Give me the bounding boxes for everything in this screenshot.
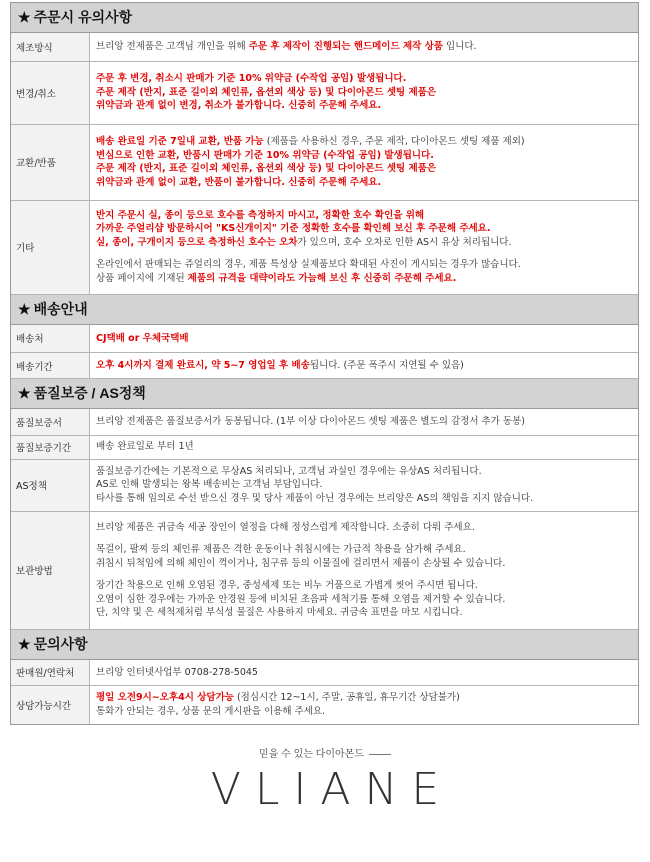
row-value: 배송 완료일로 부터 1년 [90, 435, 639, 459]
row-label: 품질보증기간 [11, 435, 90, 459]
table-row [11, 409, 638, 435]
row-label: 판매원/연락처 [11, 660, 90, 686]
row-label: 제조방식 [11, 33, 90, 61]
table-row [11, 435, 638, 459]
table-row [11, 660, 638, 686]
section-header-warranty [11, 379, 638, 409]
brand-footer [0, 745, 650, 814]
row-value: 오후 4시까지 결제 완료시, 약 5~7 영업일 후 배송됩니다. (주문 폭주시 지연될 수 있음) [90, 353, 639, 379]
row-label: 상담가능시간 [11, 686, 90, 724]
brand-logo: VLIANE [210, 764, 454, 815]
info-panel [10, 2, 639, 725]
row-value: 브리앙 전제품은 고객님 개인을 위해 주문 후 제작이 진행되는 핸드메이드 제작 상품 입니다. [90, 33, 639, 61]
shipping-table [11, 325, 638, 380]
table-row [11, 511, 638, 629]
section-header-shipping [11, 295, 638, 325]
section-title: 주문시 유의사항 [33, 9, 133, 25]
section-header-notice [11, 3, 638, 33]
warranty-table [11, 409, 638, 630]
section-header-inquiry [11, 630, 638, 660]
row-value: 주문 후 변경, 취소시 판매가 기준 10% 위약금 (수작업 공임) 발생됩니다. 주문 제작 (반지, 표준 길이외 체인류, 옵션외 색상 등) 및 다이아몬드 셋팅 제품은 위약금과 관계 없이 변경, 취소가 불가합니다. 신중히 주문해 주세요. [90, 61, 639, 124]
row-value: 반지 주문시 실, 종이 등으로 호수를 측정하지 마시고, 정확한 호수 확인을 위해 가까운 주얼리샵 방문하시어 "KS신개이지" 기준 정확한 호수를 확인해 보신 후 주문해 주세요. 실, 종이, 구개이지 등으로 측정하신 호수는 오차가 있으며, 호수 오차로 인한 AS시 유상 처리됩니다. 온라인에서 판매되는 쥬얼리의 경우, 제품 특성상 실제품보다 확대된 사진이 게시되는 경우가 많습니다. 상품 페이지에 기재된 제품의 규격을 대략이라도 가늠해 보신 후 신중히 주문해 주세요. [90, 200, 639, 294]
inquiry-table [11, 660, 638, 724]
section-title: 품질보증 / AS정책 [33, 385, 146, 401]
row-label: AS정책 [11, 459, 90, 511]
table-row [11, 459, 638, 511]
brand-tagline: 믿을 수 있는 다이아몬드 [0, 745, 650, 760]
row-value: 브리앙 인터넷사업부 0708-278-5045 [90, 660, 639, 686]
star-icon: ★ [18, 9, 31, 25]
row-value: CJ택배 or 우체국택배 [90, 325, 639, 353]
star-icon: ★ [18, 385, 31, 401]
star-icon: ★ [18, 300, 31, 317]
table-row [11, 33, 638, 61]
table-row [11, 686, 638, 724]
tagline-rule [369, 754, 391, 755]
row-value: 브리앙 제품은 귀금속 세공 장인이 열정을 다해 정성스럽게 제작합니다. 소중히 다뤄 주세요. 목걸이, 팔찌 등의 체인류 제품은 격한 운동이나 취침시에는 가급적 착용을 삼가해 주세요. 취침시 뒤척임에 의해 체인이 꺽이거나, 침구류 등의 이물질에 걸리면서 제품이 손상될 수 있습니다. 장기간 착용으로 인해 오염된 경우, 중성세제 또는 비누 거품으로 가볍게 씻어 주시면 됩니다. 오염이 심한 경우에는 가까운 안경원 등에 비치된 초음파 세척기를 통해 오염을 제거할 수 있습니다. 단, 치약 및 은 세척제처럼 부식성 물질은 사용하지 마세요. 귀금속 표면을 마모 시킵니다. [90, 511, 639, 629]
row-label: 배송처 [11, 325, 90, 353]
row-label: 변경/취소 [11, 61, 90, 124]
row-value: 브리앙 전제품은 품질보증서가 동봉됩니다. (1부 이상 다이아몬드 셋팅 제품은 별도의 감정서 추가 동봉) [90, 409, 639, 435]
table-row [11, 325, 638, 353]
row-value: 평일 오전9시~오후4시 상담가능 (점심시간 12~1시, 주말, 공휴일, 휴무기간 상담불가) 통화가 안되는 경우, 상품 문의 게시판을 이용해 주세요. [96, 692, 460, 717]
section-title: 문의사항 [33, 635, 88, 652]
notice-table [11, 33, 638, 295]
row-label: 품질보증서 [11, 409, 90, 435]
section-title: 배송안내 [33, 300, 88, 317]
star-icon: ★ [18, 635, 31, 652]
row-label: 기타 [11, 200, 90, 294]
table-row [11, 200, 638, 294]
row-label: 교환/반품 [11, 124, 90, 200]
row-value: 품질보증기간에는 기본적으로 무상AS 처리되나, 고객님 과실인 경우에는 유상AS 처리됩니다. AS로 인해 발생되는 왕복 배송비는 고객님 부담입니다. 타사를 통해 임의로 수선 받으신 경우 및 당사 제품이 아닌 경우에는 브리앙은 AS의 책임을 지지 않습니다. [90, 459, 639, 511]
row-label: 보관방법 [11, 511, 90, 629]
table-row [11, 353, 638, 379]
row-value: 배송 완료일 기준 7일내 교환, 반품 가능 (제품을 사용하신 경우, 주문 제작, 다이아몬드 셋팅 제품 제외) 변심으로 인한 교환, 반품시 판매가 기준 10% 위약금 (수작업 공임) 발생됩니다. 주문 제작 (반지, 표준 길이외 체인류, 옵션외 색상 등) 및 다이아몬드 셋팅 제품은 위약금과 관계 없이 교환, 반품이 불가합니다. 신중히 주문해 주세요. [90, 124, 639, 200]
table-row [11, 124, 638, 200]
table-row [11, 61, 638, 124]
row-label: 배송기간 [11, 353, 90, 379]
